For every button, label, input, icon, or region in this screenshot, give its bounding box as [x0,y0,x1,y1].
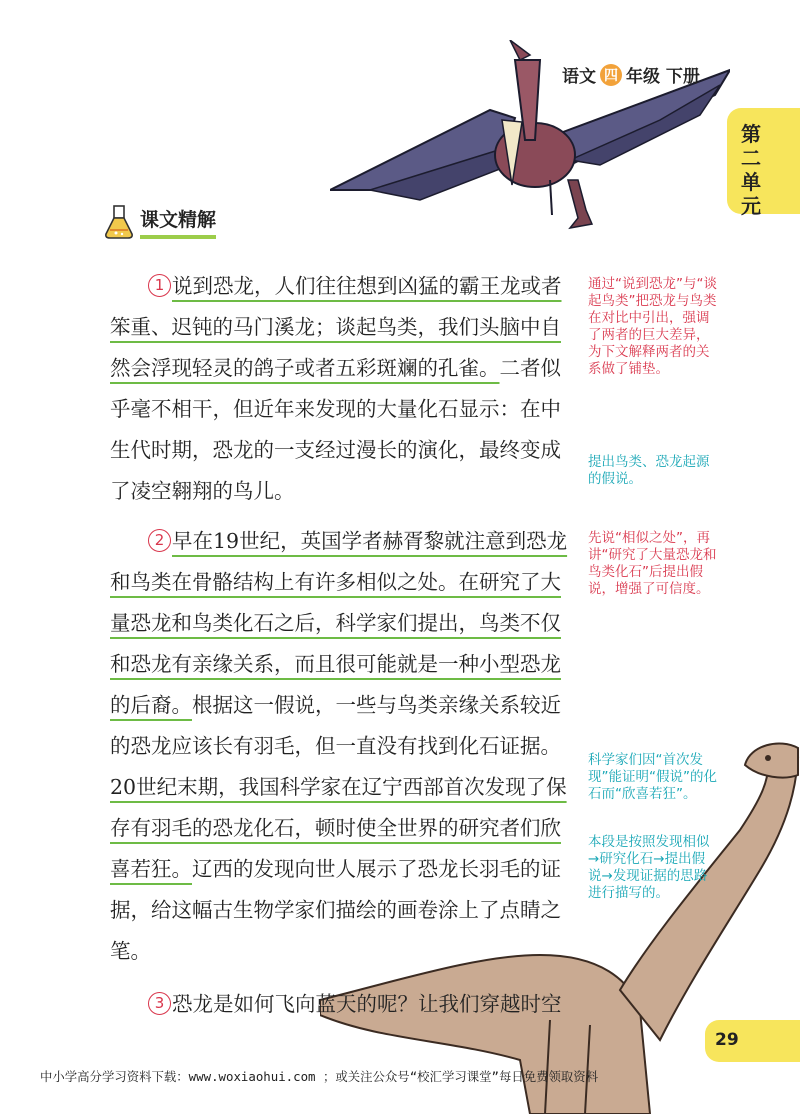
section-title-label: 课文精解 [140,205,216,239]
paragraph-3 [110,984,580,1025]
paragraph-text: 二者似乎毫不相干，但近年来发现的大量化石显示：在中生代时期，恐龙的一支经过漫长的演化，最终变成了凌空翱翔的鸟儿。 [110,356,561,503]
paragraph-text: 辽西的发现向世人展示了恐龙长羽毛的证据，给这幅古生物学家们描绘的画卷涂上了点睛之笔。 [110,857,561,963]
paragraph-number-1: 1 [148,274,171,297]
underlined-sentence: 早在19世纪，英国学者赫胥黎就注意到恐龙和鸟类在骨骼结构上有许多相似之处。 [110,529,568,594]
book-header [562,62,700,87]
underlined-sentence: 在研究了大量恐龙和鸟类化石之后，科学家们提出，鸟类不仅和恐龙有亲缘关系，而且很可能就是一种小型恐龙的后裔。 [110,570,561,717]
section-title [104,204,216,240]
unit-tab [727,108,800,218]
paragraph-1 [110,266,580,512]
lesson-text [110,266,580,1025]
paragraph-number-3: 3 [148,992,171,1015]
margin-note-2: 提出鸟类、恐龙起源的假说。 [588,454,710,487]
page-number-tab [705,1020,800,1062]
flask-icon [104,204,134,240]
paragraph-number-2: 2 [148,529,171,552]
book-volume: 年级 下册 [626,67,700,87]
underlined-sentence: 说到恐龙，人们往往想到凶猛的霸王龙或者笨重、迟钝的马门溪龙；谈起鸟类，我们头脑中自然会浮现轻灵的鸽子或者五彩斑斓的孔雀。 [110,274,562,380]
margin-note-5: 本段是按照发现相似→研究化石→提出假说→发现证据的思路进行描写的。 [588,834,710,901]
book-subject: 语文 [562,67,596,87]
footer-text: 中小学高分学习资料下载：www.woxiaohui.com ；或关注公众号“校汇学习课堂”每日免费领取资料 [40,1069,599,1084]
unit-tab-label: 第二单元 [741,122,761,218]
page-number: 29 [715,1030,739,1050]
paragraph-2 [110,521,580,972]
underlined-sentence: 20世纪末期，我国科学家在辽宁西部首次发现了保存有羽毛的恐龙化石，顿时使全世界的研究者们欣喜若狂。 [110,775,567,881]
margin-note-1: 通过“说到恐龙”与“谈起鸟类”把恐龙与鸟类在对比中引出，强调了两者的巨大差异，为下文解释两者的关系做了铺垫。 [588,276,717,377]
margin-note-4: 科学家们因“首次发现”能证明“假说”的化石而“欣喜若狂”。 [588,752,717,802]
grade-badge: 四 [600,64,622,86]
paragraph-text: 恐龙是如何飞向蓝天的呢？让我们穿越时空 [172,992,562,1016]
paragraph-text: 根据这一假说，一些与鸟类亲缘关系较近的恐龙应该长有羽毛，但一直没有找到化石证据。 [110,693,561,758]
margin-note-3: 先说“相似之处”，再讲“研究了大量恐龙和鸟类化石”后提出假说，增强了可信度。 [588,530,717,597]
